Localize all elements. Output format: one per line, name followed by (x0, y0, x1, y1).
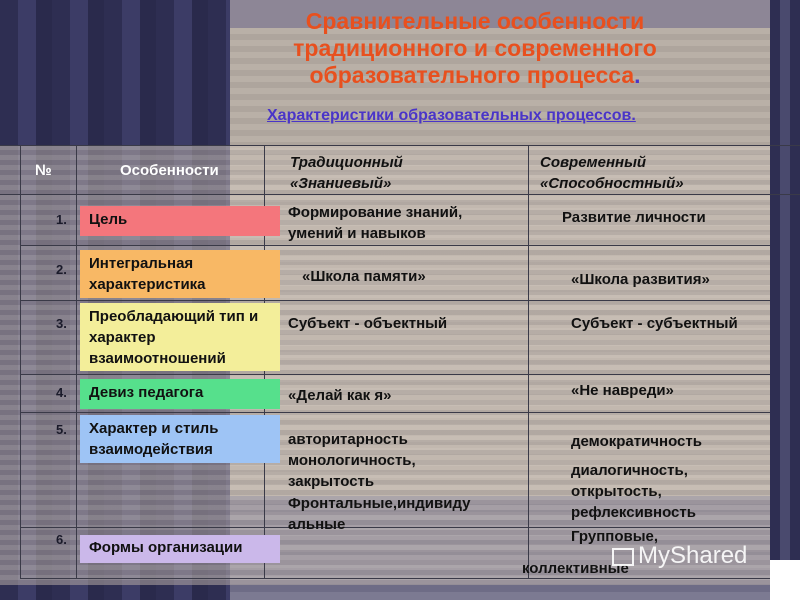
title-line-3-end: . (634, 62, 641, 88)
header-number: № (35, 162, 52, 179)
table-bottom-border (20, 578, 770, 579)
header-bottom-border (0, 194, 800, 195)
row-5-label: Характер и стиль взаимодействия (80, 415, 280, 463)
row-4-traditional: «Делай как я» (288, 387, 392, 404)
row-5-modern-a: демократичность (571, 433, 702, 450)
title-line-2: традиционного и современного (293, 35, 657, 61)
col-divider-num (20, 145, 21, 578)
row-5-traditional-line1: авторитарность (288, 431, 408, 448)
watermark-text: MyShared (638, 542, 748, 569)
col-divider-modern (528, 145, 529, 578)
row-6-modern-line1: Групповые, (571, 528, 659, 545)
row-2-traditional: «Школа памяти» (302, 268, 426, 285)
row-3-traditional: Субъект - объектный (288, 315, 448, 332)
corner-overlay (770, 560, 800, 600)
header-feature: Особенности (120, 162, 219, 179)
row-4-label: Девиз педагога (80, 379, 280, 409)
row-3-modern: Субъект - субъектный (571, 315, 738, 332)
header-traditional-line2: «Знаниевый» (290, 175, 392, 192)
row-5-traditional-line3: закрытость (288, 473, 375, 490)
row-divider-3 (20, 374, 770, 375)
background-right-panel (770, 0, 800, 600)
title-line-3 (240, 62, 710, 89)
title-line-3-text: образовательного процесса (309, 62, 635, 88)
row-1-traditional-line2: умений и навыков (288, 225, 426, 242)
row-5-modern-b-line3: рефлексивность (571, 504, 696, 521)
row-1-label: Цель (80, 206, 280, 236)
row-4-modern: «Не навреди» (571, 382, 674, 399)
row-2-modern: «Школа развития» (571, 271, 710, 288)
row-5-traditional-line2: монологичность, (288, 452, 416, 469)
title-line-1: Сравнительные особенности (305, 8, 645, 34)
header-modern (540, 152, 684, 194)
row-divider-4 (20, 412, 770, 413)
row-5-modern-b-line1: диалогичность, (571, 462, 688, 479)
header-traditional-line1: Традиционный (290, 154, 403, 171)
row-6-label: Формы организации (80, 535, 280, 563)
row-divider-1 (20, 245, 770, 246)
row-1-traditional (288, 202, 462, 244)
row-6-modern-line2: коллективные (522, 560, 629, 577)
row-5-modern-b-line2: открытость, (571, 483, 662, 500)
row-3-label: Преобладающий тип и характер взаимоотношений (80, 303, 280, 371)
row-3-number: 3. (56, 316, 67, 331)
row-6-traditional-line2: альные (288, 516, 346, 533)
row-2-number: 2. (56, 262, 67, 277)
row-5-modern-b (571, 460, 696, 523)
row-2-label: Интегральная характеристика (80, 250, 280, 298)
row-6-traditional-line1: Фронтальные,индивиду (288, 495, 471, 512)
row-4-number: 4. (56, 385, 67, 400)
slide-title (240, 8, 710, 89)
header-traditional (290, 152, 403, 194)
watermark-logo (612, 542, 747, 570)
row-5-number: 5. (56, 422, 67, 437)
header-modern-line1: Современный (540, 154, 647, 171)
subtitle-link[interactable]: Характеристики образовательных процессов. (267, 107, 636, 124)
row-6-number: 6. (56, 532, 67, 547)
row-6-traditional (288, 493, 471, 535)
presentation-icon (612, 548, 634, 566)
row-5-traditional (288, 429, 416, 492)
row-1-number: 1. (56, 212, 67, 227)
col-divider-feature (76, 145, 77, 578)
row-divider-2 (20, 300, 770, 301)
table-top-border (0, 145, 800, 146)
header-modern-line2: «Способностный» (540, 175, 684, 192)
row-1-modern: Развитие личности (562, 209, 706, 226)
row-1-traditional-line1: Формирование знаний, (288, 204, 463, 221)
